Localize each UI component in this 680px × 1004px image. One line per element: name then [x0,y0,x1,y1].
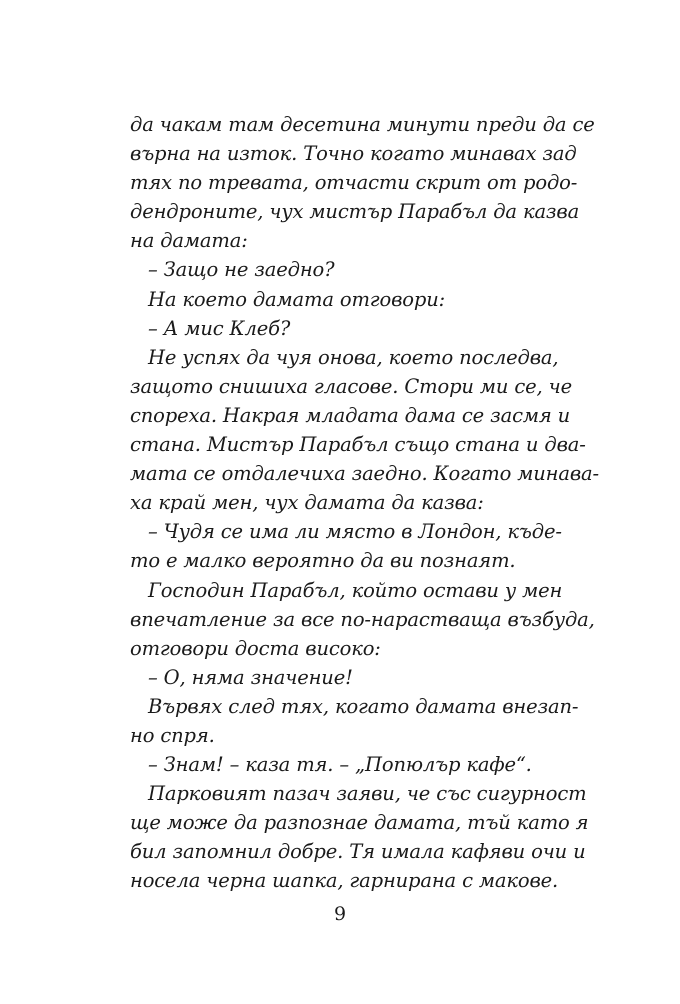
text-line: то е малко вероятно да ви познаят. [130,549,516,573]
text-line: отговори доста високо: [130,636,381,660]
text-line: – О, няма значение! [148,665,353,689]
text-line: Парковият пазач заяви, че със сигурност [148,782,587,806]
body-text [130,110,599,896]
text-line: да чакам там десетина минути преди да се [130,113,595,136]
text-line: стана. Мистър Парабъл също стана и два- [130,433,586,457]
text-line: бил запомнил добре. Тя имала кафяви очи и [130,840,586,864]
text-line: – Чудя се има ли място в Лондон, къде- [148,520,562,544]
text-line: защото снишиха гласове. Стори ми се, че [130,374,572,398]
text-line: – Знам! – каза тя. – „Попюлър кафе“. [148,753,532,777]
text-line: Господин Парабъл, който остави у мен [148,578,563,602]
text-line: върна на изток. Точно когато минавах зад [130,142,577,166]
text-line: – Защо не заедно? [148,258,335,282]
text-line: – А мис Клеб? [148,316,291,340]
text-line: ще може да разпознае дамата, тъй като я [130,811,589,835]
page-number: 9 [333,903,347,925]
text-line: но спря. [130,723,215,747]
text-line: Не успях да чуя онова, което последва, [148,345,559,369]
text-line: ха край мен, чух дамата да казва: [130,491,484,515]
text-line: на дамата: [130,229,248,253]
text-line: носела черна шапка, гарнирана с макове. [130,869,559,893]
text-line: На което дамата отговори: [148,287,446,311]
text-line: тях по тревата, отчасти скрит от родо- [130,171,578,195]
text-line: мата се отдалечиха заедно. Когато минава- [130,462,599,486]
text-line: Вървях след тях, когато дамата внезап- [148,694,579,718]
text-line: впечатление за все по-нарастваща възбуда, [130,607,595,631]
text-line: спореха. Накрая младата дама се засмя и [130,403,571,427]
text-line: дендроните, чух мистър Парабъл да казва [130,200,580,224]
